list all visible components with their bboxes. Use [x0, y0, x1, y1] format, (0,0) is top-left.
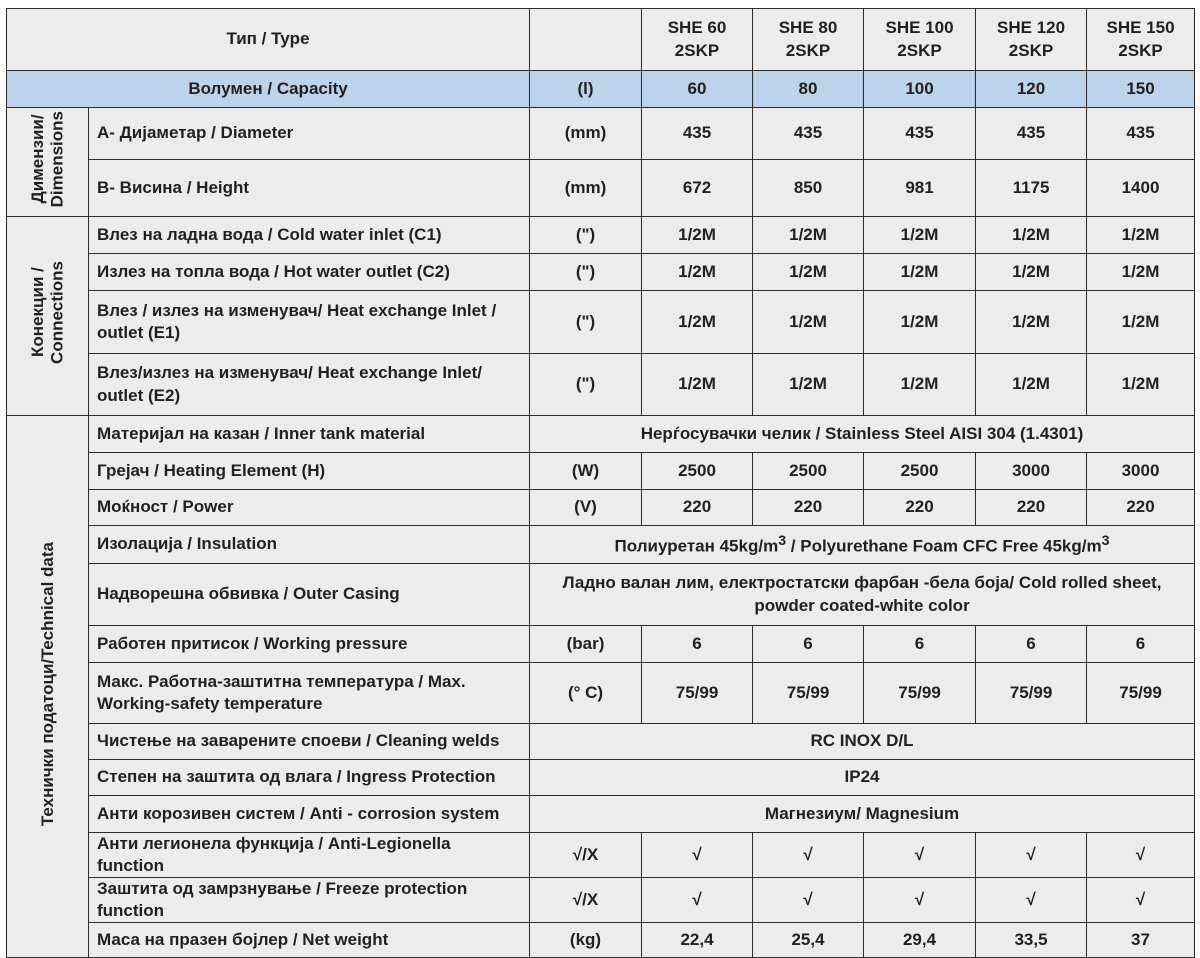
insulation-text-a: Полиуретан 45kg/m: [614, 536, 779, 556]
row-value: 1175: [976, 160, 1087, 217]
connections-group-text: Конекции / Connections: [27, 261, 67, 365]
row-merged-value: Ладно валан лим, електростатски фарбан -бела боја/ Cold rolled sheet, powder coated-white color: [530, 564, 1195, 626]
table-row: [7, 760, 1195, 796]
connections-group-label: [7, 217, 89, 416]
row-label: Влез / излез на изменувач/ Heat exchange Inlet / outlet (E1): [89, 291, 530, 354]
model-name: SHE 150 2SKP: [1087, 9, 1195, 71]
row-value: 850: [753, 160, 864, 217]
dimensions-group-text: Димензии/ Dimensions: [27, 110, 67, 208]
row-unit: (V): [530, 490, 642, 526]
row-value: 435: [753, 108, 864, 160]
row-value: 1/2M: [864, 291, 976, 354]
table-row: [7, 878, 1195, 923]
row-value: 2500: [753, 453, 864, 490]
row-value: 1/2M: [976, 254, 1087, 291]
table-row: [7, 160, 1195, 217]
row-value: 75/99: [864, 663, 976, 724]
table-row: [7, 833, 1195, 878]
table-row: [7, 526, 1195, 564]
row-unit: (kg): [530, 923, 642, 958]
row-value: 981: [864, 160, 976, 217]
row-value: 1/2M: [976, 217, 1087, 254]
row-value: 435: [976, 108, 1087, 160]
row-label: Излез на топла вода / Hot water outlet (C2): [89, 254, 530, 291]
row-value: 1/2M: [753, 354, 864, 416]
row-value: 1/2M: [642, 217, 753, 254]
row-value: 1/2M: [642, 291, 753, 354]
row-value: 1/2M: [753, 291, 864, 354]
row-unit: (W): [530, 453, 642, 490]
row-merged-value: IP24: [530, 760, 1195, 796]
row-unit: (mm): [530, 160, 642, 217]
row-value: 435: [864, 108, 976, 160]
table-row: [7, 663, 1195, 724]
check-mark: √: [1087, 833, 1195, 878]
row-value: 220: [642, 490, 753, 526]
row-value: 2500: [864, 453, 976, 490]
model-name: SHE 60 2SKP: [642, 9, 753, 71]
row-value: 75/99: [642, 663, 753, 724]
capacity-unit: (l): [530, 71, 642, 108]
table-row: [7, 254, 1195, 291]
type-label: Тип / Type: [7, 9, 530, 71]
row-label: Заштита од замрзнување / Freeze protection function: [89, 878, 530, 923]
table-row: [7, 626, 1195, 663]
row-value: 1/2M: [976, 354, 1087, 416]
row-unit: ("): [530, 291, 642, 354]
row-value: 435: [1087, 108, 1195, 160]
row-unit: ("): [530, 217, 642, 254]
table-row: [7, 217, 1195, 254]
row-value: 75/99: [753, 663, 864, 724]
technical-group-text: Технички податоци/Technical data: [37, 541, 57, 826]
row-value: 220: [1087, 490, 1195, 526]
check-mark: √: [864, 833, 976, 878]
row-value: 6: [642, 626, 753, 663]
row-value: 75/99: [1087, 663, 1195, 724]
row-label: Чистење на заварените споеви / Cleaning welds: [89, 724, 530, 760]
row-value: 1400: [1087, 160, 1195, 217]
superscript-3: 3: [778, 532, 787, 549]
check-mark: √: [642, 878, 753, 923]
check-mark: √: [976, 833, 1087, 878]
row-value: 1/2M: [1087, 354, 1195, 416]
table-row: [7, 923, 1195, 958]
row-value: 3000: [976, 453, 1087, 490]
row-value: 75/99: [976, 663, 1087, 724]
row-value: 1/2M: [1087, 291, 1195, 354]
table-row: [7, 796, 1195, 833]
capacity-value: 60: [642, 71, 753, 108]
check-mark: √: [753, 833, 864, 878]
superscript-3: 3: [1101, 532, 1110, 549]
row-value: 1/2M: [753, 254, 864, 291]
row-label: Маса на празен бојлер / Net weight: [89, 923, 530, 958]
insulation-text-b: / Polyurethane Foam CFC Free 45kg/m: [786, 536, 1102, 556]
row-unit: (bar): [530, 626, 642, 663]
header-row: [7, 9, 1195, 71]
row-value: 1/2M: [642, 354, 753, 416]
row-value: 22,4: [642, 923, 753, 958]
row-value: 672: [642, 160, 753, 217]
dimensions-group-label: [7, 108, 89, 217]
row-merged-value: [530, 526, 1195, 564]
row-value: 6: [753, 626, 864, 663]
row-value: 1/2M: [753, 217, 864, 254]
row-label: B- Висина / Height: [89, 160, 530, 217]
row-value: 3000: [1087, 453, 1195, 490]
model-name: SHE 120 2SKP: [976, 9, 1087, 71]
row-value: 33,5: [976, 923, 1087, 958]
row-label: Моќност / Power: [89, 490, 530, 526]
row-label: Грејач / Heating Element (H): [89, 453, 530, 490]
row-unit: ("): [530, 254, 642, 291]
capacity-value: 80: [753, 71, 864, 108]
check-mark: √: [976, 878, 1087, 923]
header-unit-empty: [530, 9, 642, 71]
row-unit: ("): [530, 354, 642, 416]
row-value: 1/2M: [1087, 217, 1195, 254]
table-row: [7, 354, 1195, 416]
capacity-value: 120: [976, 71, 1087, 108]
row-value: 220: [753, 490, 864, 526]
row-label: Изолација / Insulation: [89, 526, 530, 564]
table-row: [7, 724, 1195, 760]
row-label: Влез на ладна вода / Cold water inlet (C1): [89, 217, 530, 254]
row-value: 220: [976, 490, 1087, 526]
table-row: [7, 490, 1195, 526]
model-name: SHE 80 2SKP: [753, 9, 864, 71]
check-mark: √: [1087, 878, 1195, 923]
row-label: A- Дијаметар / Diameter: [89, 108, 530, 160]
row-value: 6: [1087, 626, 1195, 663]
row-value: 6: [864, 626, 976, 663]
row-value: 6: [976, 626, 1087, 663]
row-label: Анти корозивен систем / Anti - corrosion system: [89, 796, 530, 833]
row-merged-value: Нерѓосувачки челик / Stainless Steel AISI 304 (1.4301): [530, 416, 1195, 453]
row-value: 1/2M: [864, 217, 976, 254]
table-row: [7, 108, 1195, 160]
row-unit: √/X: [530, 878, 642, 923]
check-mark: √: [642, 833, 753, 878]
row-label: Макс. Работна-заштитна температура / Max. Working-safety temperature: [89, 663, 530, 724]
row-value: 37: [1087, 923, 1195, 958]
row-label: Надворешна обвивка / Outer Casing: [89, 564, 530, 626]
capacity-value: 150: [1087, 71, 1195, 108]
row-label: Степен на заштита од влага / Ingress Protection: [89, 760, 530, 796]
row-label: Анти легионела функција / Anti-Legionella function: [89, 833, 530, 878]
table-row: [7, 564, 1195, 626]
row-value: 435: [642, 108, 753, 160]
row-unit: (mm): [530, 108, 642, 160]
row-label: Материјал на казан / Inner tank material: [89, 416, 530, 453]
row-value: 29,4: [864, 923, 976, 958]
spec-table: [6, 8, 1195, 958]
check-mark: √: [864, 878, 976, 923]
row-value: 2500: [642, 453, 753, 490]
row-value: 1/2M: [864, 354, 976, 416]
technical-group-label: [7, 416, 89, 958]
row-unit: √/X: [530, 833, 642, 878]
row-merged-value: Магнезиум/ Magnesium: [530, 796, 1195, 833]
row-label: Работен притисок / Working pressure: [89, 626, 530, 663]
row-value: 25,4: [753, 923, 864, 958]
check-mark: √: [753, 878, 864, 923]
capacity-label: Волумен / Capacity: [7, 71, 530, 108]
row-value: 1/2M: [642, 254, 753, 291]
capacity-row: [7, 71, 1195, 108]
model-name: SHE 100 2SKP: [864, 9, 976, 71]
row-merged-value: RC INOX D/L: [530, 724, 1195, 760]
row-value: 1/2M: [976, 291, 1087, 354]
row-unit: (° C): [530, 663, 642, 724]
table-row: [7, 453, 1195, 490]
table-row: [7, 416, 1195, 453]
row-value: 220: [864, 490, 976, 526]
row-label: Влез/излез на изменувач/ Heat exchange Inlet/ outlet (E2): [89, 354, 530, 416]
row-value: 1/2M: [864, 254, 976, 291]
capacity-value: 100: [864, 71, 976, 108]
row-value: 1/2M: [1087, 254, 1195, 291]
table-row: [7, 291, 1195, 354]
